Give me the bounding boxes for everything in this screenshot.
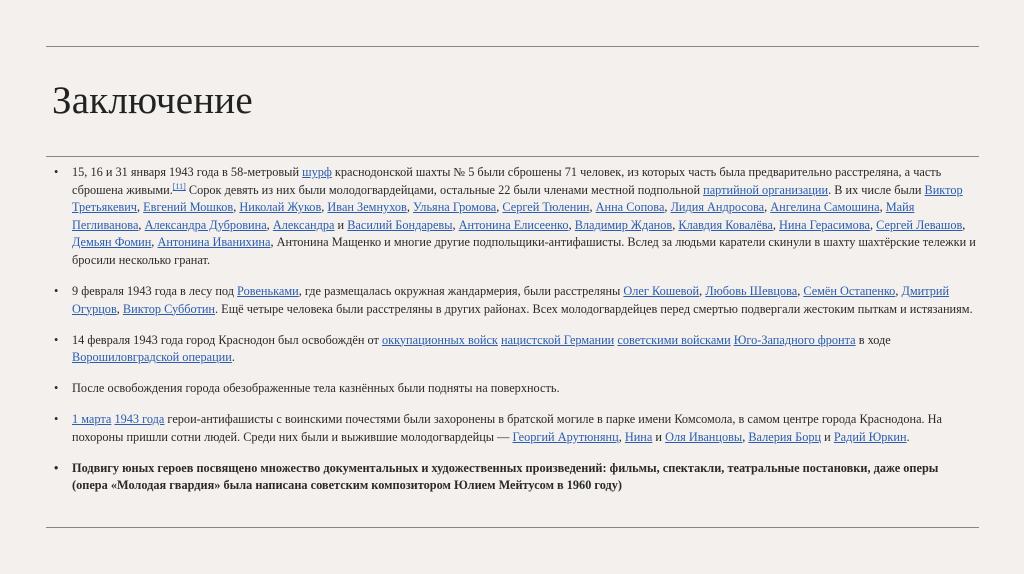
- item-text: ,: [406, 200, 413, 215]
- item-text: . Ещё четыре человека были расстреляны в других районах. Всех молодогвардейцев перед смертью подвергали жестоким пыткам и истязаниям.: [215, 301, 973, 316]
- item-text: 14 февраля 1943 года город Краснодон был освобождён от: [72, 332, 382, 347]
- wiki-link[interactable]: Евгений Мошков: [143, 200, 234, 215]
- wiki-link[interactable]: Олег Кошевой: [623, 283, 700, 298]
- item-text: ,: [772, 217, 780, 232]
- wiki-link[interactable]: Оля Иванцовы: [665, 429, 743, 444]
- item-text: и: [821, 429, 834, 444]
- conclusion-list: [52, 164, 977, 508]
- bottom-divider: [46, 527, 979, 528]
- item-text: ,: [895, 283, 902, 298]
- wiki-link[interactable]: Виктор Субботин: [122, 301, 216, 316]
- wiki-link[interactable]: Иван Земнухов: [327, 200, 407, 215]
- item-text: Подвигу юных героев посвящено множество документальных и художественных произведений: фильмы, спектакли, театральные постановки, даже оперы (опера «Молодая гвардия» была написана советским композитором Юлием Мейтусом в 1960 году): [72, 460, 939, 493]
- wiki-link[interactable]: Ворошиловградской операции: [72, 350, 232, 365]
- item-text: Сорок девять из них были молодогвардейцами, остальные 22 были членами местной подпольной: [185, 182, 704, 197]
- item-text: ,: [879, 200, 886, 215]
- item-text: .: [231, 350, 235, 365]
- wiki-link[interactable]: Клавдия Ковалёва: [678, 217, 773, 232]
- wiki-link[interactable]: Георгий Арутюнянц: [512, 429, 619, 444]
- wiki-link[interactable]: Ульяна Громова: [412, 200, 497, 215]
- wiki-link[interactable]: Валерия Борц: [748, 429, 822, 444]
- wiki-link[interactable]: Александра Дубровина: [144, 217, 267, 232]
- wiki-link[interactable]: 1 марта: [72, 412, 112, 427]
- item-text: и: [652, 429, 666, 444]
- wiki-link[interactable]: Нина: [624, 429, 653, 444]
- item-text: ,: [496, 200, 503, 215]
- item-text: После освобождения города обезображенные тела казнённых были подняты на поверхность.: [72, 381, 560, 396]
- wiki-link[interactable]: Антонина Елисеенко: [458, 217, 569, 232]
- item-text: и: [334, 217, 348, 232]
- wiki-link[interactable]: партийной организации: [703, 182, 829, 197]
- list-item: [52, 283, 977, 318]
- wiki-link[interactable]: 1943 года: [114, 412, 165, 427]
- wiki-link[interactable]: советскими войсками: [617, 332, 731, 347]
- item-text: , где размещалась окружная жандармерия, были расстреляны: [298, 283, 624, 298]
- bullet-icon: •: [54, 165, 59, 179]
- wiki-link[interactable]: Сергей Тюленин: [502, 200, 590, 215]
- item-text: ,: [664, 200, 671, 215]
- item-text: ,: [233, 200, 240, 215]
- wiki-link[interactable]: Демьян Фомин: [72, 235, 152, 250]
- item-text: ,: [742, 429, 749, 444]
- item-text: ,: [672, 217, 679, 232]
- bullet-icon: •: [54, 460, 59, 475]
- item-text: ,: [151, 235, 158, 250]
- item-text: ,: [797, 283, 804, 298]
- top-divider: [46, 46, 979, 47]
- item-text: , Антонина Мащенко и многие другие подпольщики-антифашисты. Вслед за людьми каратели скинули в шахту шахтёрские тележки и бросили несколько гранат.: [72, 235, 976, 267]
- title-divider: [46, 156, 979, 157]
- wiki-link[interactable]: Николай Жуков: [239, 200, 322, 215]
- wiki-link[interactable]: Лидия Андросова: [670, 200, 765, 215]
- item-text: ,: [699, 283, 706, 298]
- item-text: ,: [321, 200, 328, 215]
- item-text: 15, 16 и 31 января 1943 года в 58-метровый: [72, 165, 303, 179]
- item-text: ,: [869, 217, 877, 232]
- bullet-icon: •: [54, 332, 59, 347]
- wiki-link[interactable]: Владимир Жданов: [574, 217, 673, 232]
- item-text: . В их числе были: [828, 182, 925, 197]
- wiki-link[interactable]: шурф: [302, 165, 332, 179]
- item-text: ,: [618, 429, 625, 444]
- wiki-link[interactable]: Ангелина Самошина: [770, 200, 880, 215]
- bullet-icon: •: [54, 412, 59, 427]
- wiki-link[interactable]: нацистской Германии: [500, 332, 615, 347]
- wiki-link[interactable]: Нина Герасимова: [779, 217, 870, 232]
- list-item: [52, 460, 977, 495]
- item-text: ,: [764, 200, 771, 215]
- wiki-link[interactable]: Антонина Иванихина: [157, 235, 271, 250]
- item-text: .: [906, 429, 910, 444]
- list-item: [52, 380, 977, 398]
- list-item: [52, 332, 977, 367]
- item-text: ,: [116, 301, 123, 316]
- bullet-icon: •: [54, 381, 59, 396]
- item-text: ,: [266, 217, 273, 232]
- wiki-link[interactable]: Майя Пегливанова: [72, 200, 915, 232]
- list-item: [52, 411, 977, 446]
- item-text: ,: [568, 217, 575, 232]
- list-item: [52, 164, 977, 270]
- item-text: ,: [962, 217, 966, 232]
- wiki-link[interactable]: Любовь Шевцова: [705, 283, 798, 298]
- item-text: ,: [452, 217, 459, 232]
- item-text: ,: [138, 217, 145, 232]
- item-text: ,: [137, 200, 144, 215]
- wiki-link[interactable]: Александра: [272, 217, 335, 232]
- bullet-icon: •: [54, 283, 59, 298]
- item-text: краснодонской шахты № 5 были сброшены 71 человек, из которых часть была предварительно расстреляна, а часть сброшена живыми.: [72, 165, 942, 197]
- item-text: 9 февраля 1943 года в лесу под: [72, 283, 238, 298]
- wiki-link[interactable]: Семён Остапенко: [803, 283, 896, 298]
- item-text: ,: [589, 200, 596, 215]
- wiki-link[interactable]: Радий Юркин: [833, 429, 907, 444]
- wiki-link[interactable]: оккупационных войск: [381, 332, 498, 347]
- page-title: Заключение: [52, 79, 253, 122]
- wiki-link[interactable]: Дмитрий Огурцов: [72, 283, 950, 316]
- wiki-link[interactable]: Юго-Западного фронта: [733, 332, 856, 347]
- wiki-link[interactable]: Василий Бондаревы: [347, 217, 453, 232]
- item-text: в ходе: [855, 332, 891, 347]
- wiki-link[interactable]: Сергей Левашов: [876, 217, 963, 232]
- reference-link[interactable]: [11]: [172, 181, 186, 191]
- wiki-link[interactable]: Виктор Третьякевич: [72, 182, 963, 215]
- item-text: герои-антифашисты с воинскими почестями были захоронены в братской могиле в парке имени Комсомола, в самом центре города Краснодона. На похороны пришли сотни людей. Среди них были и выжившие молодогвардейцы —: [72, 412, 943, 444]
- wiki-link[interactable]: Ровеньками: [237, 283, 299, 298]
- wiki-link[interactable]: Анна Сопова: [595, 200, 665, 215]
